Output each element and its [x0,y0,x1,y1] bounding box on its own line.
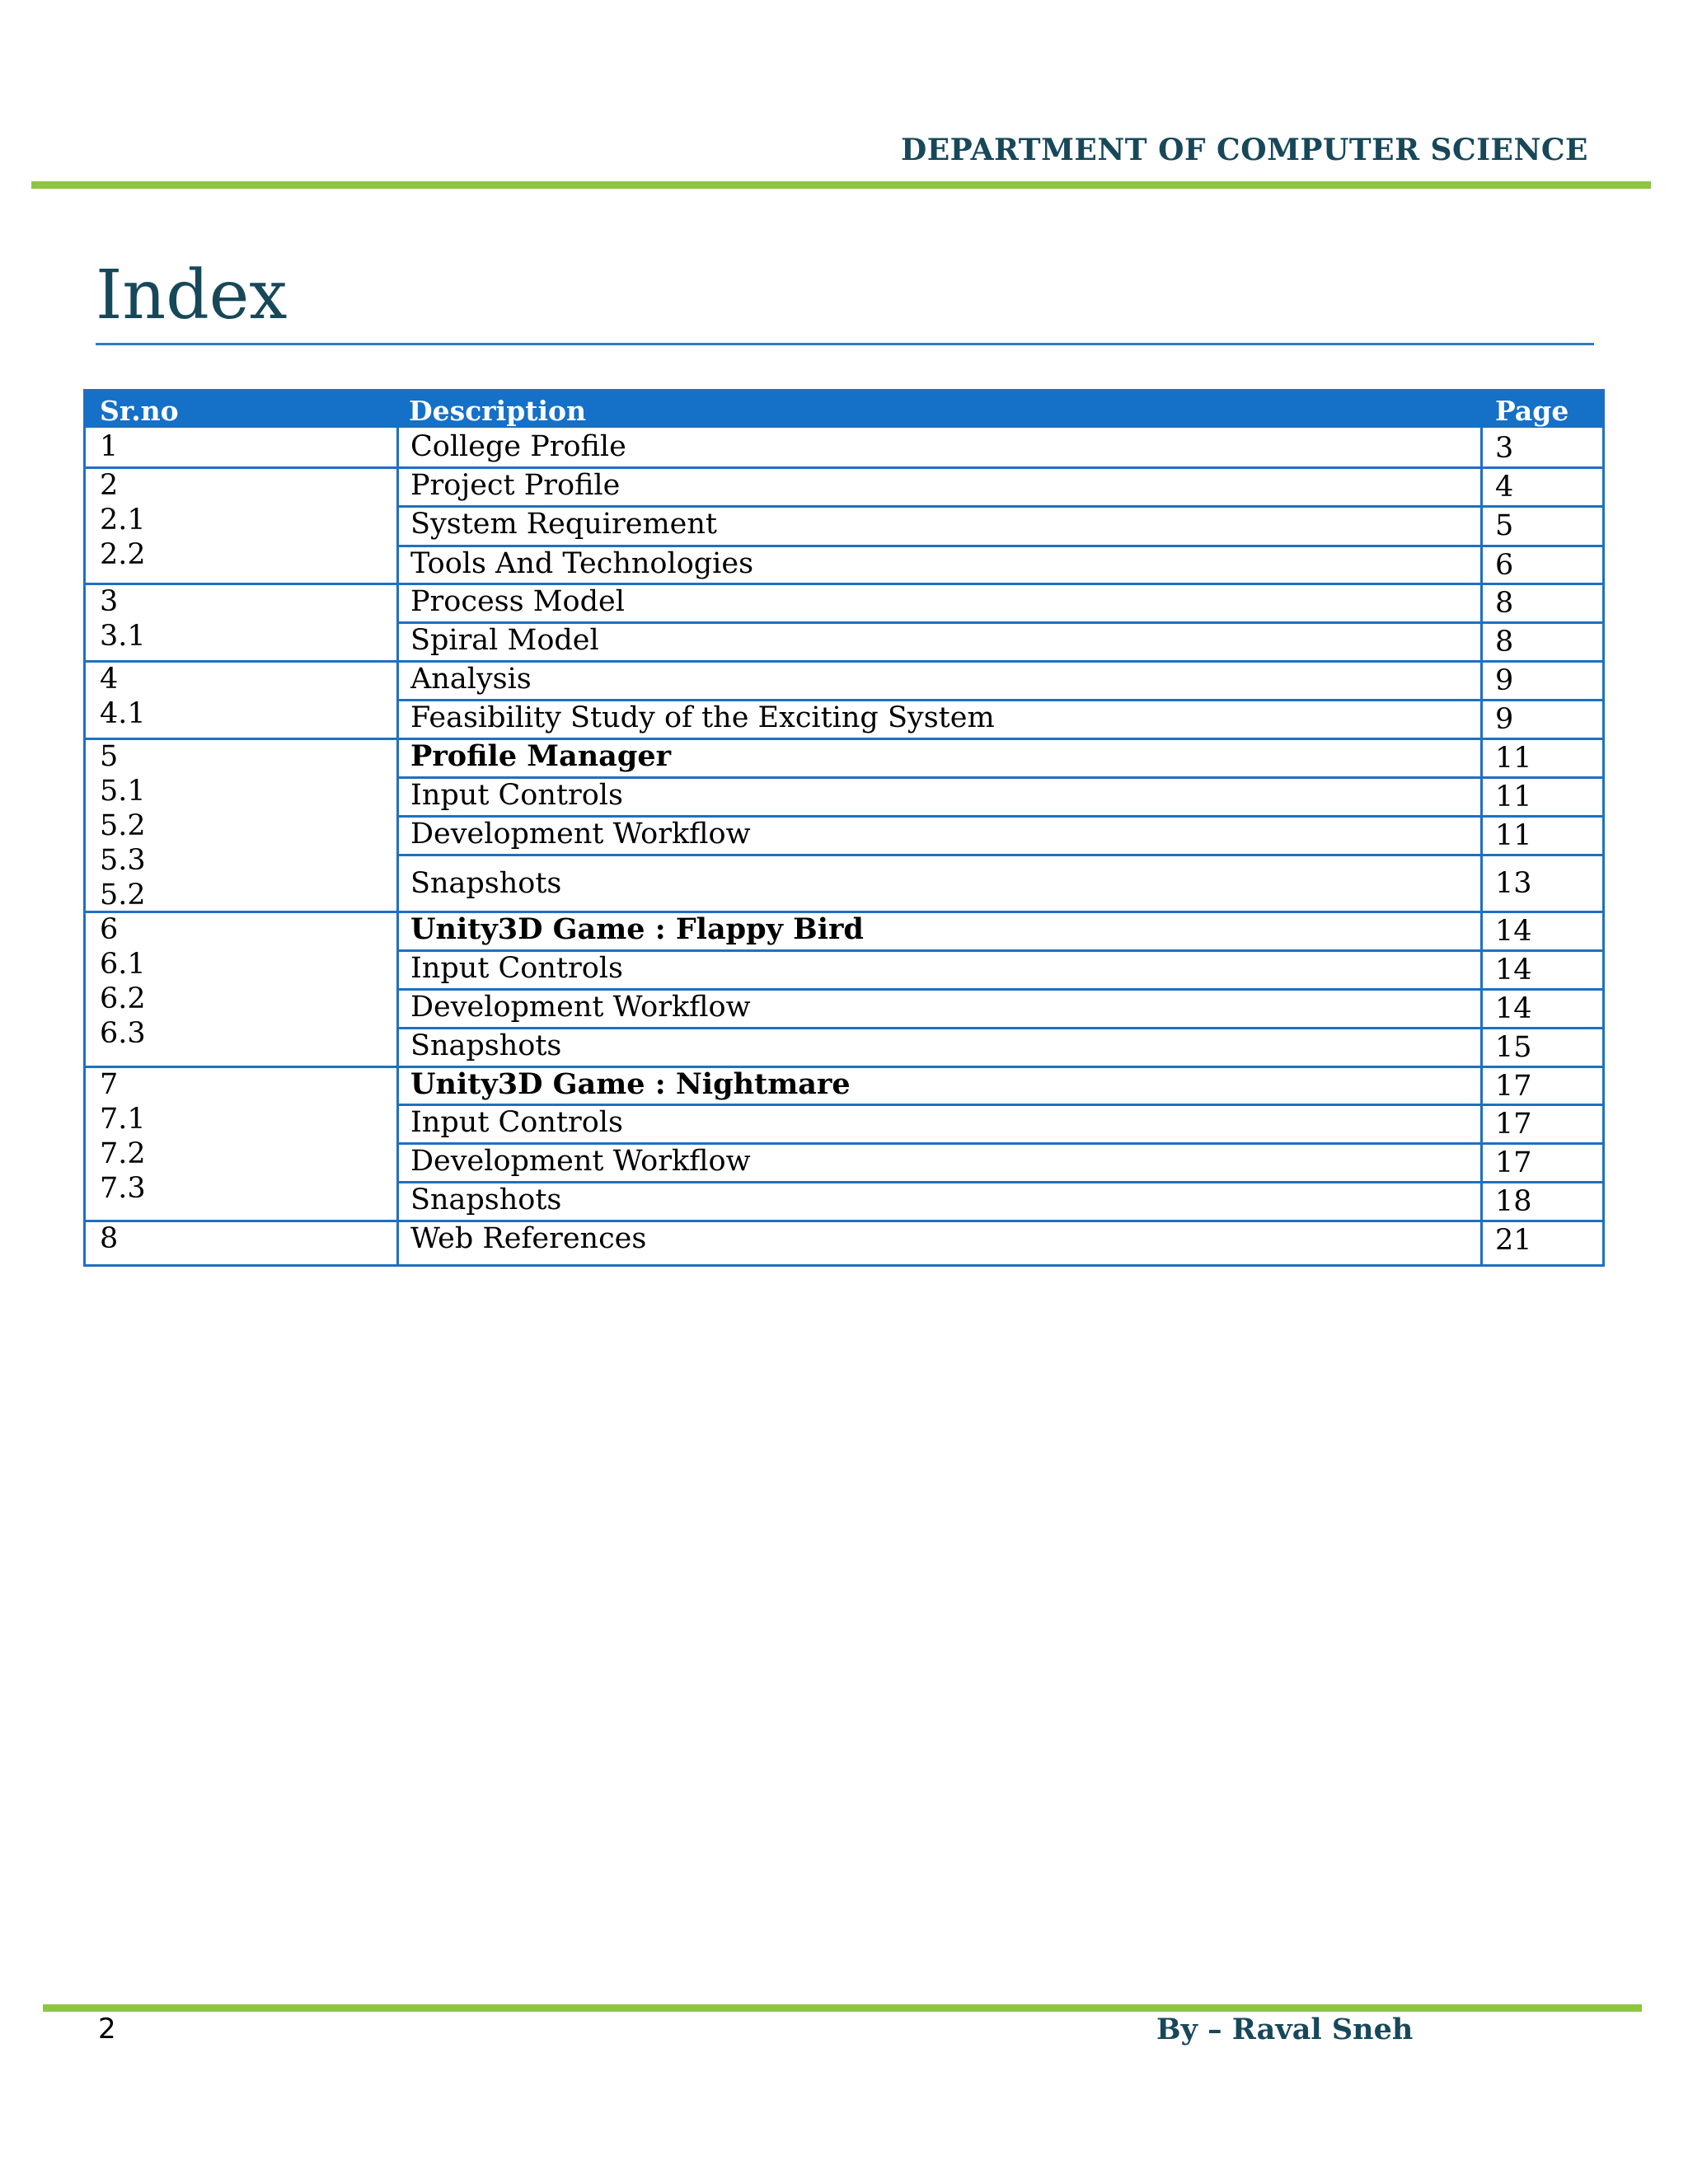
entry-page: 9 [1495,664,1514,697]
entry-page: 15 [1495,1031,1532,1064]
entry-srno: 2.1 [100,504,146,537]
entry-description: Unity3D Game : Nightmare [410,1067,851,1101]
entry-description: Input Controls [410,952,623,985]
entry-page: 11 [1495,780,1532,813]
entry-page: 8 [1495,626,1514,658]
column-header-srno: Sr.no [100,395,179,427]
entry-description: Input Controls [410,1106,623,1139]
entry-description: Development Workflow [410,1145,751,1178]
entry-srno: 5.3 [100,844,146,877]
entry-srno: 3.1 [100,620,146,653]
entry-description: Analysis [410,663,532,696]
entry-page: 8 [1495,587,1514,620]
row-divider [396,854,1602,856]
footer-author: By – Raval Sneh [1156,2013,1414,2046]
entry-srno: 5.2 [100,879,146,912]
entry-srno: 7.3 [100,1172,146,1205]
entry-page: 17 [1495,1070,1532,1103]
entry-description: Tools And Technologies [410,547,754,580]
entry-srno: 7.2 [100,1137,146,1170]
entry-page: 6 [1495,549,1514,582]
entry-page: 5 [1495,509,1514,542]
entry-srno: 6.3 [100,1017,146,1050]
entry-description: Process Model [410,585,625,618]
entry-srno: 1 [100,430,119,463]
row-divider [396,1181,1602,1183]
entry-page: 11 [1495,742,1532,775]
footer-divider [43,2004,1642,2012]
group-divider [86,583,1602,585]
footer-page-number: 2 [98,2013,116,2046]
entry-srno: 5.2 [100,809,146,842]
group-divider [86,1220,1602,1222]
column-header-page: Page [1495,395,1569,427]
entry-page: 14 [1495,954,1532,987]
entry-srno: 8 [100,1222,119,1255]
entry-page: 14 [1495,992,1532,1025]
entry-page: 9 [1495,703,1514,736]
index-table [83,389,1605,1267]
entry-page: 4 [1495,471,1514,504]
entry-page: 11 [1495,819,1532,852]
page-title: Index [96,256,288,335]
header-divider [31,181,1651,189]
department-header: DEPARTMENT OF COMPUTER SCIENCE [900,133,1588,167]
row-divider [396,1027,1602,1029]
entry-description: Web References [410,1222,647,1255]
entry-description: College Profile [410,430,626,463]
entry-srno: 2.2 [100,538,146,571]
entry-srno: 7.1 [100,1103,146,1136]
entry-page: 18 [1495,1185,1532,1218]
entry-srno: 3 [100,585,119,618]
column-header-description: Description [409,395,587,427]
entry-srno: 4.1 [100,697,146,730]
entry-srno: 6.2 [100,982,146,1015]
column-divider [1480,428,1483,1264]
entry-description: Project Profile [410,469,621,502]
entry-page: 3 [1495,432,1514,465]
entry-srno: 4 [100,663,119,696]
entry-srno: 5 [100,740,119,773]
table-header [86,391,1602,428]
entry-description: Feasibility Study of the Exciting System [410,701,995,734]
entry-page: 21 [1495,1224,1532,1257]
entry-description: Unity3D Game : Flappy Bird [410,912,864,946]
title-underline [96,343,1594,345]
entry-srno: 2 [100,469,119,502]
group-divider [86,466,1602,469]
entry-page: 17 [1495,1146,1532,1179]
entry-srno: 7 [100,1068,119,1101]
entry-description: System Requirement [410,508,717,541]
entry-description: Snapshots [410,1029,562,1062]
entry-srno: 5.1 [100,775,146,808]
group-divider [86,660,1602,663]
entry-description: Profile Manager [410,739,672,773]
entry-description: Development Workflow [410,991,751,1024]
entry-description: Development Workflow [410,818,751,851]
column-divider [396,428,399,1264]
entry-page: 17 [1495,1108,1532,1141]
entry-srno: 6 [100,913,119,946]
entry-description: Snapshots [410,867,562,900]
entry-page: 14 [1495,915,1532,948]
entry-description: Spiral Model [410,624,599,657]
entry-page: 13 [1495,867,1532,900]
entry-srno: 6.1 [100,948,146,981]
entry-description: Snapshots [410,1183,562,1216]
entry-description: Input Controls [410,779,623,812]
group-divider [86,738,1602,740]
